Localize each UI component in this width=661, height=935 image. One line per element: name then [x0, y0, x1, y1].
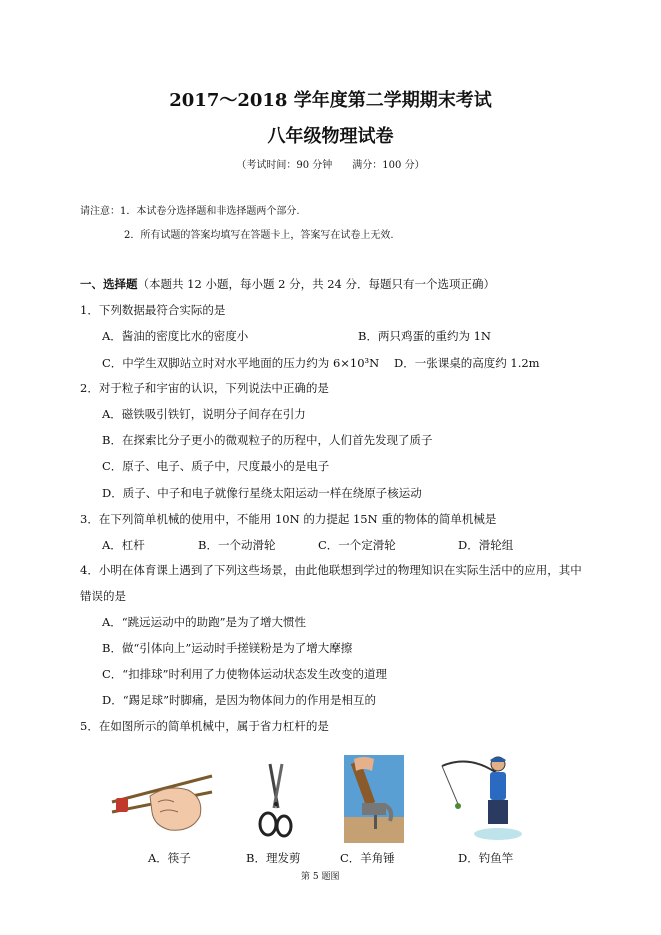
question-3-option-b: B．一个动滑轮 — [198, 538, 276, 552]
notice-line-1: 请注意：1．本试卷分选择题和非选择题两个部分. — [80, 206, 300, 217]
figure-caption: 第 5 题图 — [301, 872, 340, 882]
scissors-image — [256, 762, 296, 842]
section-desc: （本题共 12 小题，每小题 2 分，共 24 分．每题只有一个选项正确） — [137, 277, 496, 291]
question-2-option-a: A．磁铁吸引铁钉，说明分子间存在引力 — [102, 407, 306, 421]
question-4-option-c: C．“扣排球”时利用了力使物体运动状态发生改变的道理 — [102, 667, 388, 681]
section-title: 一、选择题 — [80, 277, 138, 291]
question-1-option-d: D．一张课桌的高度约 1.2m — [394, 356, 540, 370]
question-2-stem: 2．对于粒子和宇宙的认识，下列说法中正确的是 — [80, 381, 329, 395]
question-3-option-c: C．一个定滑轮 — [318, 538, 396, 552]
section-heading — [80, 276, 495, 292]
figure-d-caption: D．钓鱼竿 — [458, 851, 514, 865]
question-1-stem: 1．下列数据最符合实际的是 — [80, 303, 226, 317]
exam-subtitle: 八年级物理试卷 — [267, 126, 394, 147]
question-4-stem-cont: 错误的是 — [80, 589, 126, 603]
question-3-option-d: D．滑轮组 — [458, 538, 514, 552]
hammer-image — [344, 755, 404, 843]
question-1-option-b: B．两只鸡蛋的重约为 1N — [358, 329, 491, 343]
question-2-option-c: C．原子、电子、质子中，尺度最小的是电子 — [102, 459, 330, 473]
notice-line-2: 2．所有试题的答案均填写在答题卡上，答案写在试卷上无效. — [124, 230, 394, 241]
question-1-option-c: C．中学生双脚站立时对水平地面的压力约为 6×10³N — [102, 356, 380, 370]
question-2-option-d: D．质子、中子和电子就像行星绕太阳运动一样在绕原子核运动 — [102, 486, 422, 500]
exam-info: （考试时间：90 分钟 满分：100 分） — [236, 160, 425, 171]
question-3-stem: 3．在下列简单机械的使用中，不能用 10N 的力提起 15N 重的物体的简单机械是 — [80, 512, 497, 526]
chopsticks-image — [108, 768, 214, 838]
question-2-option-b: B．在探索比分子更小的微观粒子的历程中，人们首先发现了质子 — [102, 433, 433, 447]
question-5-stem: 5．在如图所示的简单机械中，属于省力杠杆的是 — [80, 719, 329, 733]
question-4-option-a: A．“跳远运动中的助跑”是为了增大惯性 — [102, 615, 307, 629]
question-4-option-b: B．做“引体向上”运动时手搓镁粉是为了增大摩擦 — [102, 641, 353, 655]
fishing-rod-image — [440, 754, 526, 844]
figure-a-caption: A．筷子 — [148, 851, 191, 865]
question-4-stem: 4．小明在体育课上遇到了下列这些场景，由此他联想到学过的物理知识在实际生活中的应用，其中 — [80, 563, 582, 577]
figure-b-caption: B．理发剪 — [246, 851, 301, 865]
question-3-option-a: A．杠杆 — [102, 538, 145, 552]
exam-title: 2017～2018 学年度第二学期期末考试 — [169, 90, 492, 111]
question-4-option-d: D．“踢足球”时脚痛，是因为物体间力的作用是相互的 — [102, 693, 376, 707]
question-1-option-a: A．酱油的密度比水的密度小 — [102, 329, 249, 343]
figure-c-caption: C．羊角锤 — [340, 851, 395, 865]
